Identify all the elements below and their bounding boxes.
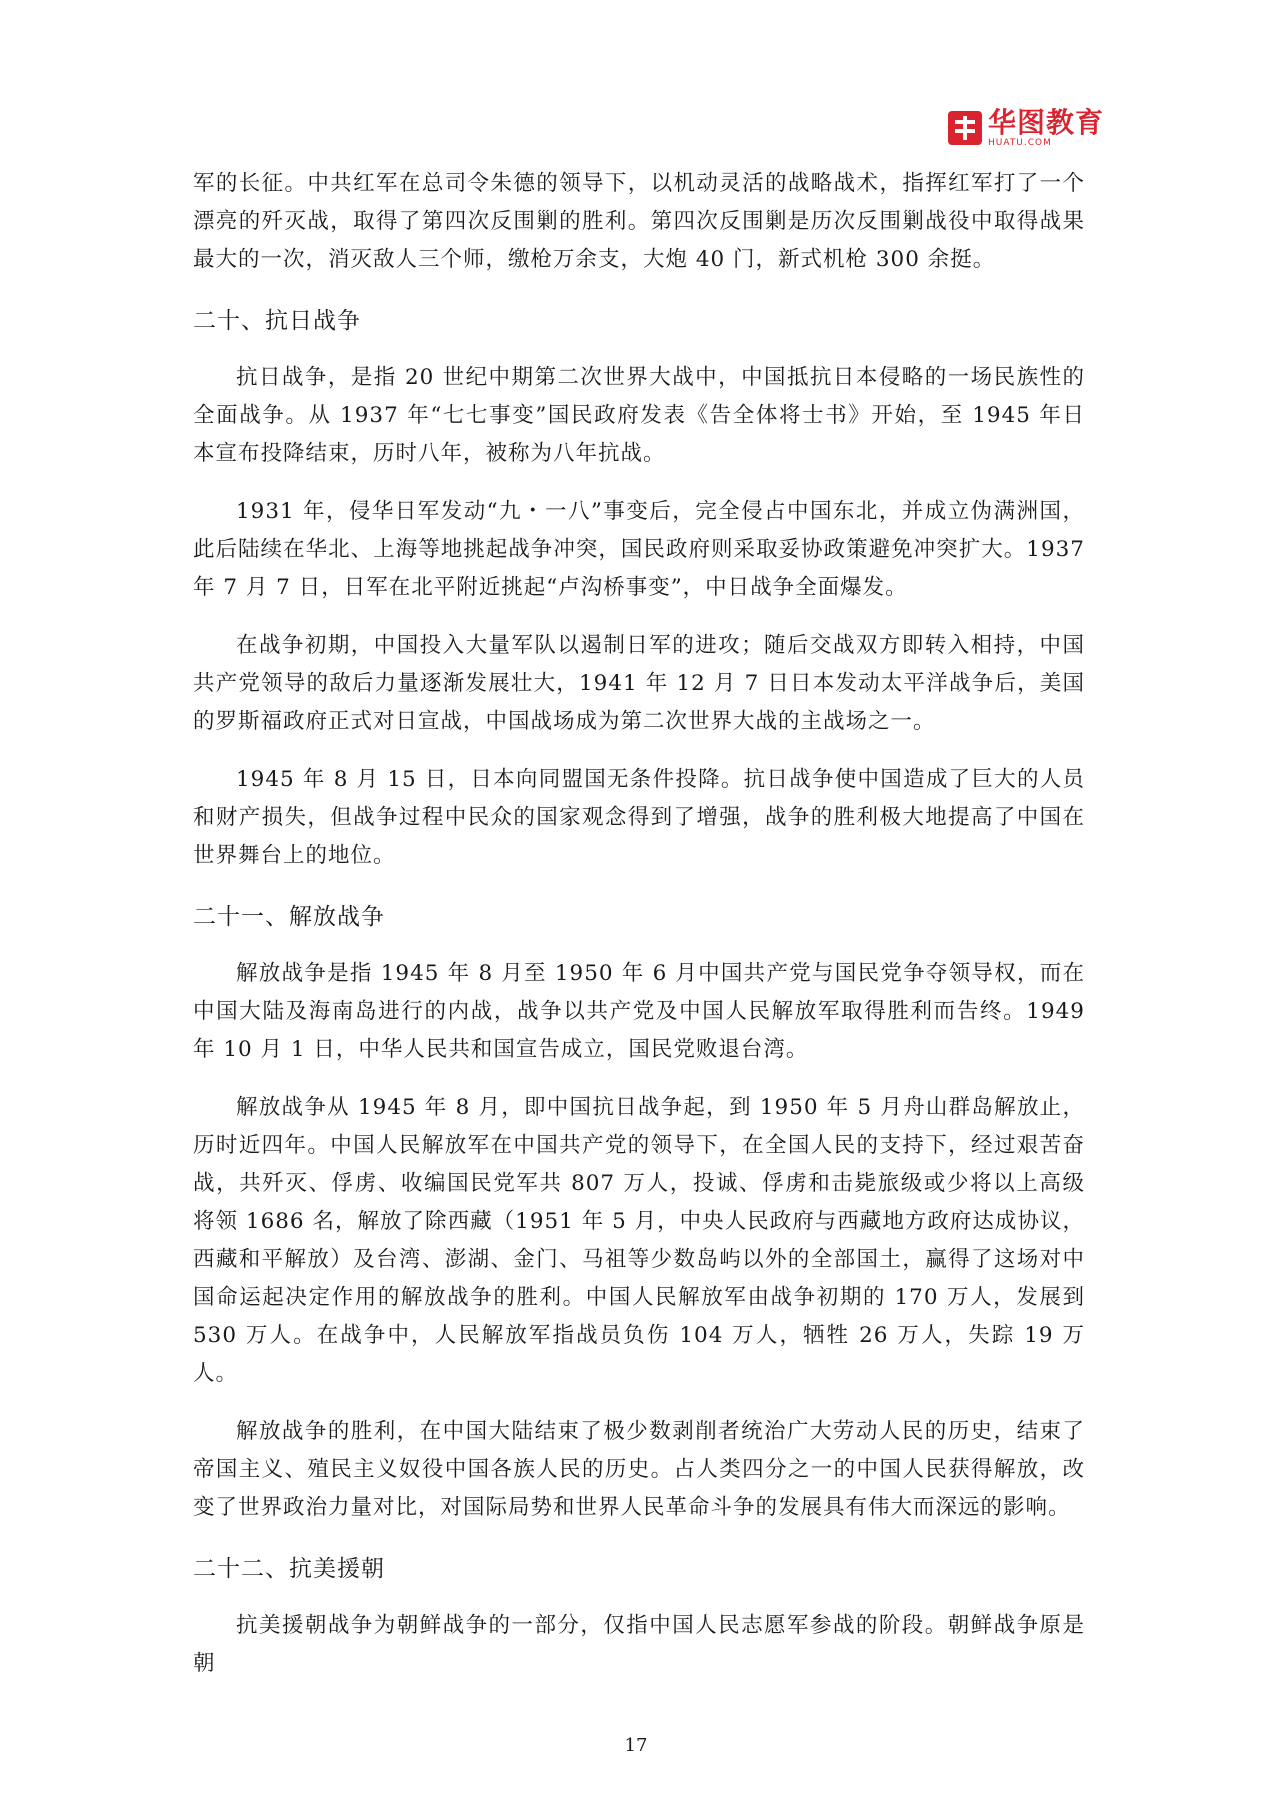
paragraph-20-2: 1931 年，侵华日军发动“九・一八”事变后，完全侵占中国东北，并成立伪满洲国，此后陆续在华北、上海等地挑起战争冲突，国民政府则采取妥协政策避免冲突扩大。1937 年 7 月 7 日，日军在北平附近挑起“卢沟桥事变”，中日战争全面爆发。 xyxy=(193,499,1085,600)
paragraph-21-3: 解放战争的胜利，在中国大陆结束了极少数剥削者统治广大劳动人民的历史，结束了帝国主义、殖民主义奴役中国各族人民的历史。占人类四分之一的中国人民获得解放，改变了世界政治力量对比，对国际局势和世界人民革命斗争的发展具有伟大而深远的影响。 xyxy=(193,1419,1085,1520)
heading-section-20: 二十、抗日战争 xyxy=(193,308,361,334)
logo-name: 华图教育 xyxy=(988,106,1105,139)
heading-section-22: 二十二、抗美援朝 xyxy=(193,1556,385,1582)
logo-sub: HUATU.COM xyxy=(988,138,1052,148)
page-number: 17 xyxy=(624,1735,648,1756)
paragraph-21-1: 解放战争是指 1945 年 8 月至 1950 年 6 月中国共产党与国民党争夺领导权，而在中国大陆及海南岛进行的内战，战争以共产党及中国人民解放军取得胜利而告终。1949 年 10 月 1 日，中华人民共和国宣告成立，国民党败退台湾。 xyxy=(193,961,1085,1062)
paragraph-20-4: 1945 年 8 月 15 日，日本向同盟国无条件投降。抗日战争使中国造成了巨大的人员和财产损失，但战争过程中民众的国家观念得到了增强，战争的胜利极大地提高了中国在世界舞台上的地位。 xyxy=(193,767,1085,868)
paragraph-20-1: 抗日战争，是指 20 世纪中期第二次世界大战中，中国抵抗日本侵略的一场民族性的全面战争。从 1937 年“七七事变”国民政府发表《告全体将士书》开始，至 1945 年日本宣布投降结束，历时八年，被称为八年抗战。 xyxy=(193,365,1085,466)
huatu-logo xyxy=(948,108,1104,148)
paragraph-intro: 军的长征。中共红军在总司令朱德的领导下，以机动灵活的战略战术，指挥红军打了一个漂亮的歼灭战，取得了第四次反围剿的胜利。第四次反围剿是历次反围剿战役中取得战果最大的一次，消灭敌人三个师，缴枪万余支，大炮 40 门，新式机枪 300 余挺。 xyxy=(193,171,1085,272)
paragraph-21-2: 解放战争从 1945 年 8 月，即中国抗日战争起，到 1950 年 5 月舟山群岛解放止，历时近四年。中国人民解放军在中国共产党的领导下，在全国人民的支持下，经过艰苦奋战，共歼灭、俘虏、收编国民党军共 807 万人，投诚、俘虏和击毙旅级或少将以上高级将领 1686 名，解放了除西藏（1951 年 5 月，中央人民政府与西藏地方政府达成协议，西藏和平解放）及台湾、澎湖、金门、马祖等少数岛屿以外的全部国土，赢得了这场对中国命运起决定作用的解放战争的胜利。中国人民解放军由战争初期的 170 万人，发展到 530 万人。在战争中，人民解放军指战员负伤 104 万人，牺牲 26 万人，失踪 19 万人。 xyxy=(193,1095,1085,1386)
document-body xyxy=(193,165,1085,1703)
paragraph-20-3: 在战争初期，中国投入大量军队以遏制日军的进攻；随后交战双方即转入相持，中国共产党领导的敌后力量逐渐发展壮大，1941 年 12 月 7 日日本发动太平洋战争后，美国的罗斯福政府正式对日宣战，中国战场成为第二次世界大战的主战场之一。 xyxy=(193,633,1085,734)
paragraph-22-1: 抗美援朝战争为朝鲜战争的一部分，仅指中国人民志愿军参战的阶段。朝鲜战争原是朝 xyxy=(193,1613,1085,1676)
huatu-logo-icon xyxy=(948,111,982,145)
heading-section-21: 二十一、解放战争 xyxy=(193,904,385,930)
